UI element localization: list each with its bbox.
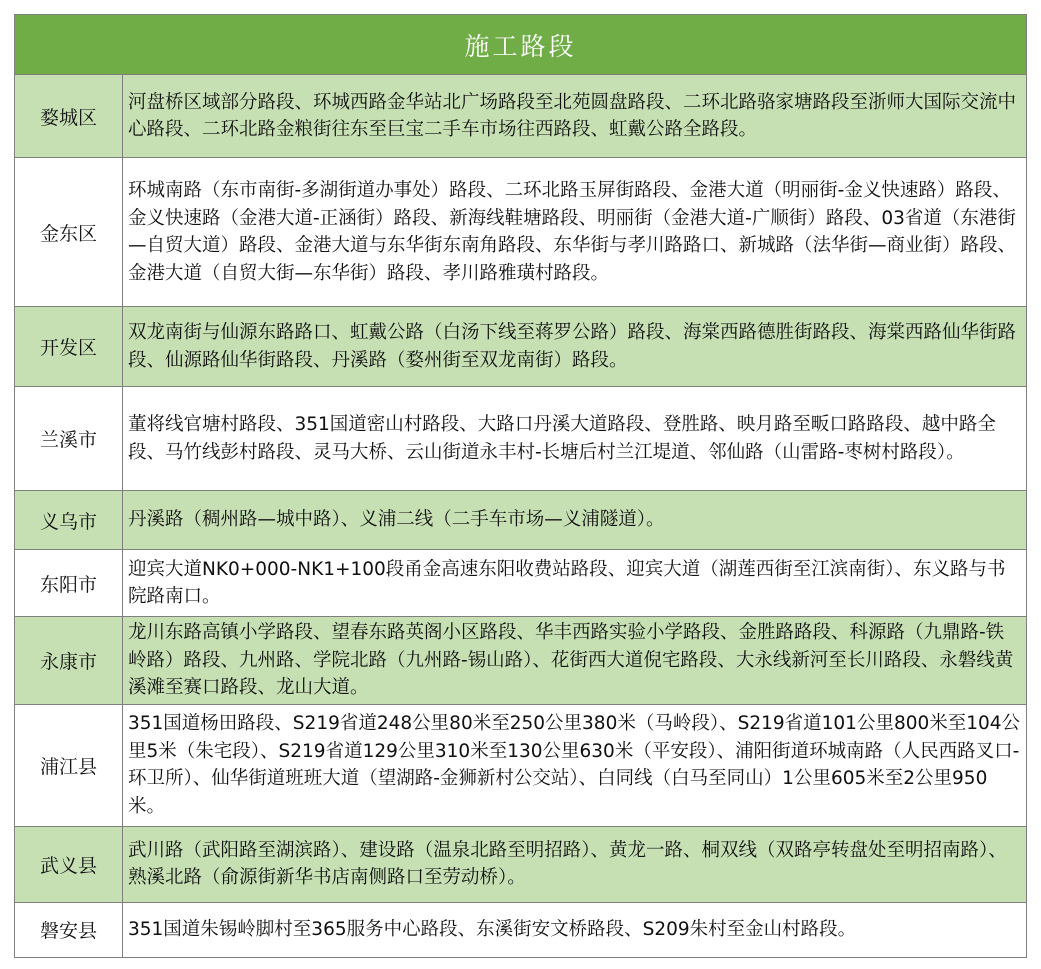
district-cell: 义乌市 <box>15 491 123 550</box>
roads-cell: 武川路（武阳路至湖滨路）、建设路（温泉北路至明招路）、黄龙一路、桐双线（双路亭转盘处至明招南路）、熟溪北路（俞源街新华书店南侧路口至劳动桥）。 <box>123 826 1027 902</box>
table-title: 施工路段 <box>15 15 1027 75</box>
roads-cell: 迎宾大道NK0+000-NK1+100段甬金高速东阳收费站路段、迎宾大道（湖莲西街至江滨南街）、东义路与书院路南口。 <box>123 550 1027 617</box>
roads-cell: 丹溪路（稠州路—城中路）、义浦二线（二手车市场—义浦隧道）。 <box>123 491 1027 550</box>
table-row <box>15 387 1027 491</box>
roads-cell: 龙川东路高镇小学路段、望春东路英阁小区路段、华丰西路实验小学路段、金胜路路段、科源路（九鼎路-铁岭路）路段、九州路、学院北路（九州路-锡山路）、花街西大道倪宅路段、大永线新河至长川路段、永磐线黄溪滩至赛口路段、龙山大道。 <box>123 617 1027 705</box>
roads-cell: 双龙南街与仙源东路路口、虹戴公路（白汤下线至蒋罗公路）路段、海棠西路德胜街路段、海棠西路仙华街路段、仙源路仙华街路段、丹溪路（婺州街至双龙南街）路段。 <box>123 307 1027 387</box>
table-row <box>15 307 1027 387</box>
district-cell: 婺城区 <box>15 75 123 158</box>
table-row <box>15 158 1027 307</box>
roads-cell: 351国道朱锡岭脚村至365服务中心路段、东溪街安文桥路段、S209朱村至金山村路段。 <box>123 902 1027 957</box>
district-cell: 东阳市 <box>15 550 123 617</box>
district-cell: 永康市 <box>15 617 123 705</box>
table-row <box>15 491 1027 550</box>
table-row <box>15 826 1027 902</box>
construction-roads-table <box>14 14 1027 958</box>
roads-cell: 董将线官塘村路段、351国道密山村路段、大路口丹溪大道路段、登胜路、映月路至畈口路路段、越中路全段、马竹线彭村路段、灵马大桥、云山街道永丰村-长塘后村兰江堤道、邻仙路（山雷路-枣树村路段）。 <box>123 387 1027 491</box>
roads-cell: 环城南路（东市南街-多湖街道办事处）路段、二环北路玉屏街路段、金港大道（明丽街-金义快速路）路段、金义快速路（金港大道-正涵街）路段、新海线鞋塘路段、明丽街（金港大道-广顺街）路段、03省道（东港街—自贸大道）路段、金港大道与东华街东南角路段、东华街与孝川路路口、新城路（法华街—商业街）路段、金港大道（自贸大街—东华街）路段、孝川路雅璜村路段。 <box>123 158 1027 307</box>
table-row <box>15 617 1027 705</box>
table-header-row <box>15 15 1027 75</box>
table-row <box>15 704 1027 826</box>
table-row <box>15 75 1027 158</box>
district-cell: 金东区 <box>15 158 123 307</box>
district-cell: 浦江县 <box>15 704 123 826</box>
district-cell: 武义县 <box>15 826 123 902</box>
table-row <box>15 902 1027 957</box>
roads-cell: 河盘桥区域部分路段、环城西路金华站北广场路段至北苑圆盘路段、二环北路骆家塘路段至浙师大国际交流中心路段、二环北路金粮街往东至巨宝二手车市场往西路段、虹戴公路全路段。 <box>123 75 1027 158</box>
district-cell: 磐安县 <box>15 902 123 957</box>
district-cell: 兰溪市 <box>15 387 123 491</box>
roads-cell: 351国道杨田路段、S219省道248公里80米至250公里380米（马岭段）、S219省道101公里800米至104公里5米（朱宅段）、S219省道129公里310米至130公里630米（平安段）、浦阳街道环城南路（人民西路叉口-环卫所）、仙华街道班班大道（望湖路-金狮新村公交站）、白同线（白马至同山）1公里605米至2公里950米。 <box>123 704 1027 826</box>
district-cell: 开发区 <box>15 307 123 387</box>
table-row <box>15 550 1027 617</box>
